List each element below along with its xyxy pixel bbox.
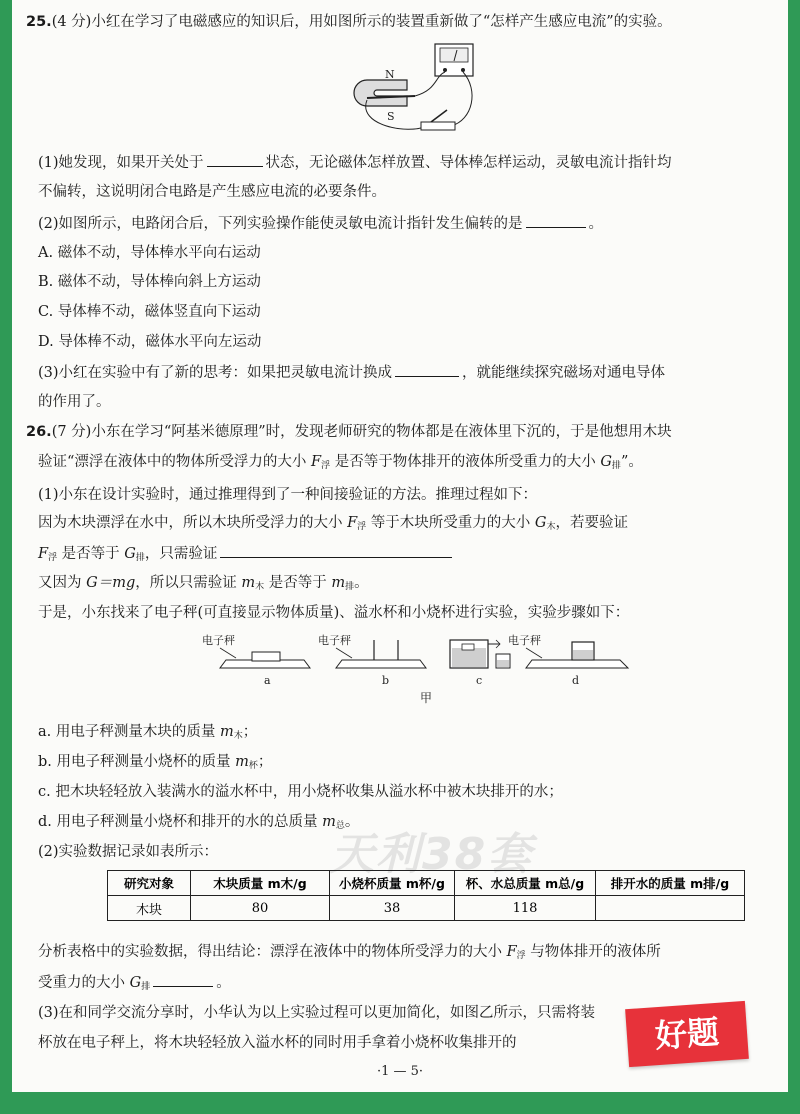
scale-label-b: 电子秤 (318, 634, 351, 647)
table-cell: 38 (330, 896, 455, 921)
q25-option-a: A. 磁体不动，导体棒水平向右运动 (38, 245, 261, 261)
table-row (108, 896, 745, 921)
q26-part3-line1: (3)在和同学交流分享时，小华认为以上实验过程可以更加简化，如图乙所示，只需将装 (38, 1005, 596, 1021)
q26-part1-steps-intro: 于是，小东找来了电子秤(可直接显示物体质量)、溢水杯和小烧杯进行实验，实验步骤如下： (38, 605, 630, 621)
figure-label-a: a (264, 674, 271, 687)
q26-blank-2[interactable] (153, 972, 213, 987)
table-header-row (108, 871, 745, 896)
q26-conclusion-line1: 分析表格中的实验数据，得出结论：漂浮在液体中的物体所受浮力的大小 $F_浮$ 与物体排开的液体所 (38, 944, 661, 961)
figure-label-b: b (382, 674, 390, 687)
q26-part1-reason1: 因为木块漂浮在水中，所以木块所受浮力的大小 $F_浮$ 等于木块所受重力的大小 $G_木$，若要验证 (38, 515, 629, 532)
overflow-cup-with-beaker-icon (450, 640, 510, 668)
table-header: 木块质量 m木/g (191, 871, 330, 896)
scale-with-beaker-and-water-icon (526, 642, 628, 668)
q25-part1-line1: (1)她发现，如果开关处于 状态，无论磁体怎样放置、导体棒怎样运动，灵敏电流计指针均 (38, 152, 672, 173)
q25-blank-1[interactable] (207, 152, 263, 167)
bottom-frame (0, 1096, 800, 1114)
scale-label-a: 电子秤 (202, 634, 235, 647)
q26-number: 26. (26, 424, 52, 440)
q26-stem-line2: 验证“漂浮在液体中的物体所受浮力的大小 $F_浮$ 是否等于物体排开的液体所受重力的大小 $G_排$”。 (38, 454, 643, 471)
q25-part3-line2: 的作用了。 (38, 394, 111, 410)
q26-step-b: b. 用电子秤测量小烧杯的质量 $m_杯$； (38, 754, 273, 771)
q25-option-c: C. 导体棒不动，磁体竖直向下运动 (38, 304, 261, 320)
q26-step-d: d. 用电子秤测量小烧杯和排开的水的总质量 $m_总$。 (38, 814, 360, 831)
magnet-icon (354, 80, 407, 106)
south-pole-label: S (387, 110, 395, 123)
table-cell-blank[interactable] (596, 896, 745, 921)
page-number: ·1 — 5· (376, 1064, 424, 1079)
north-pole-label: N (385, 68, 395, 81)
q25-part1-line2: 不偏转，这说明闭合电路是产生感应电流的必要条件。 (38, 184, 386, 200)
watermark-logo: 天利38套 (330, 829, 534, 880)
table-header: 排开水的质量 m排/g (596, 871, 745, 896)
scale-label-d: 电子秤 (508, 634, 541, 647)
table-cell: 118 (455, 896, 596, 921)
q25-part2: (2)如图所示，电路闭合后，下列实验操作能使灵敏电流计指针发生偏转的是 。 (38, 213, 603, 234)
q25-blank-3[interactable] (395, 362, 459, 377)
table-header: 杯、水总质量 m总/g (455, 871, 596, 896)
table-cell: 80 (191, 896, 330, 921)
q25-blank-2[interactable] (526, 213, 586, 228)
experiment-figure-jia (202, 630, 642, 710)
good-question-badge: 好题 (625, 1001, 749, 1067)
q26-part2: (2)实验数据记录如表所示： (38, 844, 219, 860)
scale-with-small-beaker-icon (336, 640, 426, 668)
q26-part1-reason3: 又因为 G＝mg，所以只需验证 $m_木$ 是否等于 $m_排$。 (38, 575, 369, 592)
figure-label-d: d (572, 674, 580, 687)
scale-with-wood-block-icon (220, 648, 310, 668)
switch-icon (421, 122, 455, 130)
q26-step-c: c. 把木块轻轻放入装满水的溢水杯中，用小烧杯收集从溢水杯中被木块排开的水； (38, 784, 563, 800)
q26-part3-line2: 杯放在电子秤上，将木块轻轻放入溢水杯的同时用手拿着小烧杯收集排开的 (38, 1035, 517, 1051)
q26-part1-intro: (1)小东在设计实验时，通过推理得到了一种间接验证的方法。推理过程如下： (38, 487, 538, 503)
exam-page (12, 0, 788, 1092)
figure-label-c: c (476, 674, 483, 687)
q25-number: 25. (26, 14, 52, 30)
q25-option-b: B. 磁体不动，导体棒向斜上方运动 (38, 274, 261, 290)
figure-caption: 甲 (420, 691, 433, 705)
data-table (107, 870, 745, 921)
q26-blank-1[interactable] (220, 543, 452, 558)
q26-part1-reason2: $F_浮$ 是否等于 $G_排$，只需验证 (38, 543, 455, 568)
q25-option-d: D. 导体棒不动，磁体水平向左运动 (38, 334, 262, 350)
table-header: 研究对象 (108, 871, 191, 896)
induction-apparatus-figure (347, 40, 487, 140)
q26-step-a: a. 用电子秤测量木块的质量 $m_木$； (38, 724, 258, 741)
q25-stem: 25.(4 分)小红在学习了电磁感应的知识后，用如图所示的装置重新做了“怎样产生感应电流”的实验。 (26, 14, 672, 30)
q25-part3-line1: (3)小红在实验中有了新的思考：如果把灵敏电流计换成 ，就能继续探究磁场对通电导体 (38, 362, 665, 383)
table-header: 小烧杯质量 m杯/g (330, 871, 455, 896)
table-cell: 木块 (108, 896, 191, 921)
q26-conclusion-line2: 受重力的大小 $G_排$ 。 (38, 972, 231, 997)
q26-stem-line1: 26.(7 分)小东在学习“阿基米德原理”时，发现老师研究的物体都是在液体里下沉的，于是他想用木块 (26, 424, 672, 440)
